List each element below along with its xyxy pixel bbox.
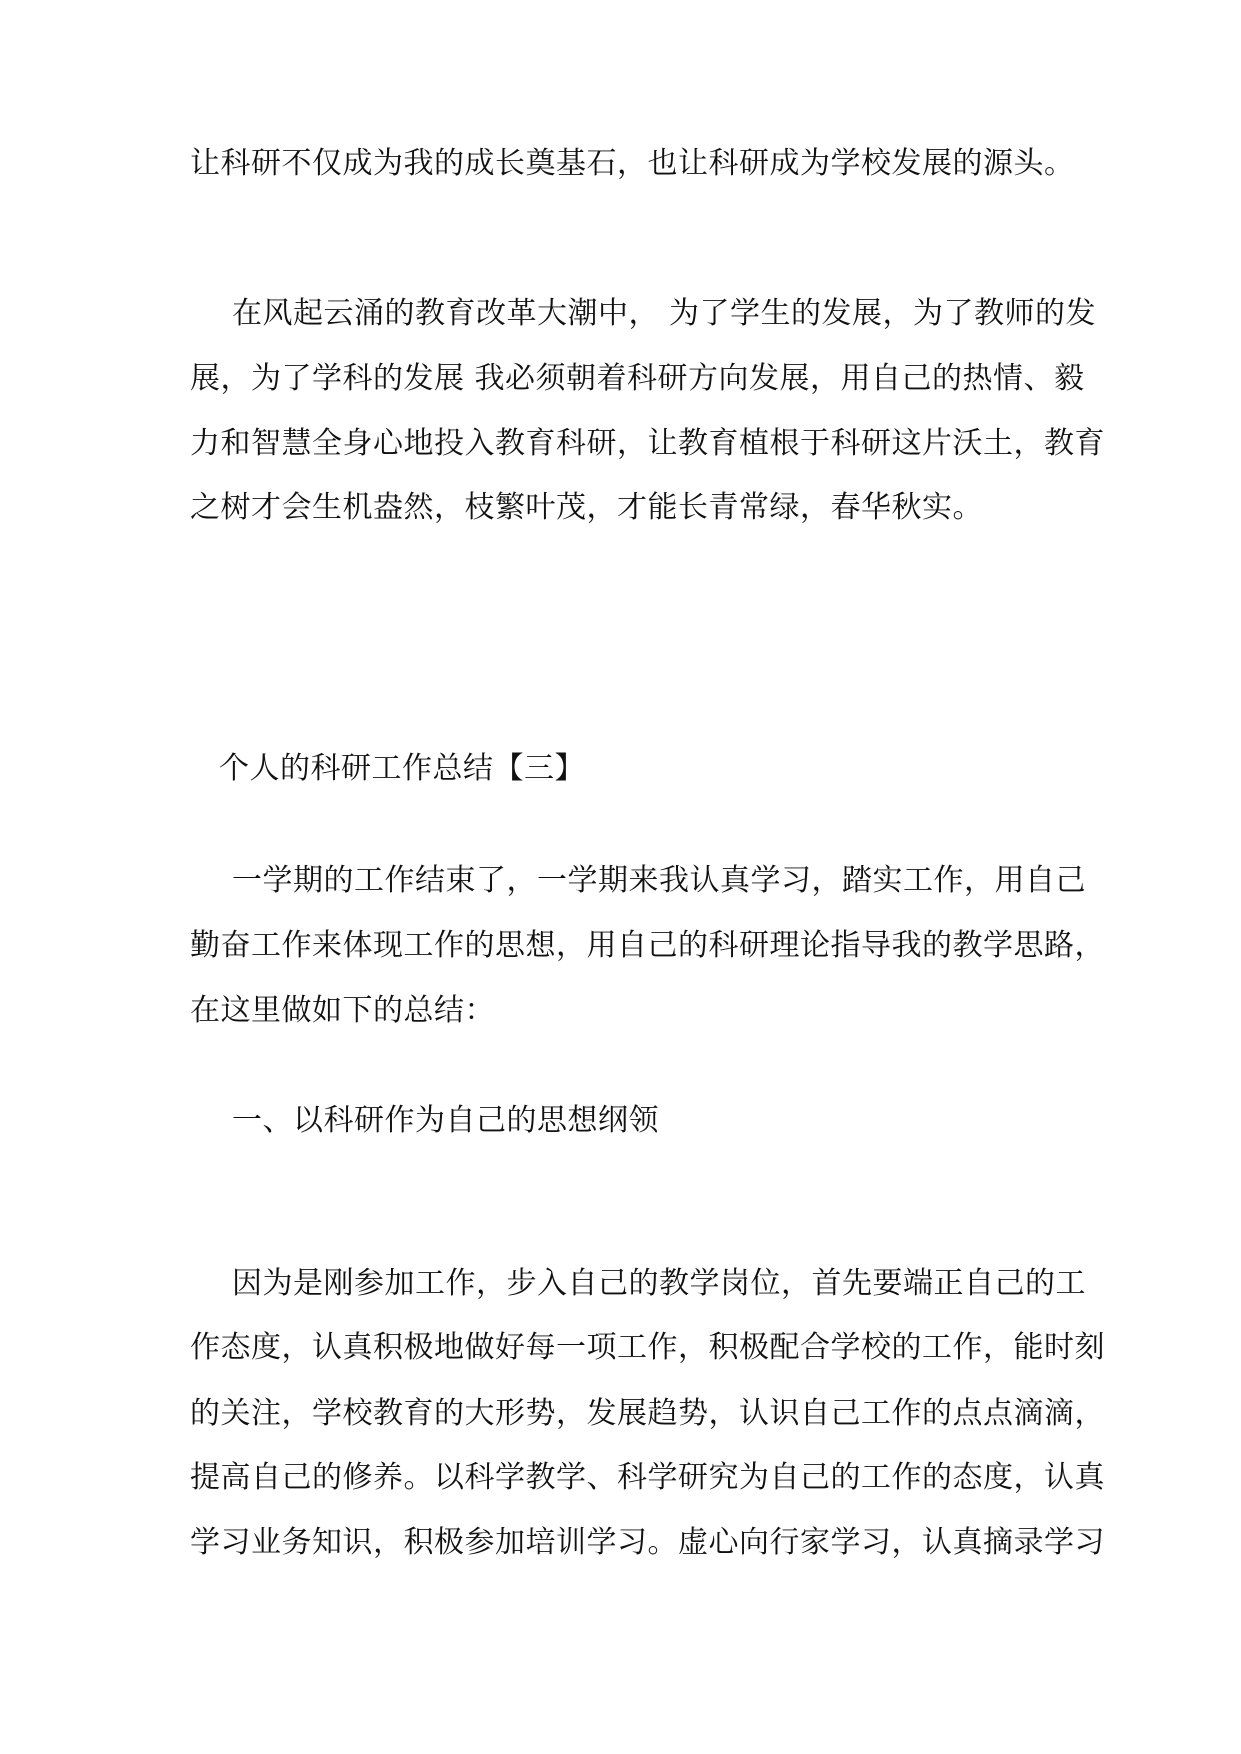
text-line: 一学期的工作结束了，一学期来我认真学习，踏实工作，用自己 <box>232 863 1086 898</box>
text-line: 展，为了学科的发展 我必须朝着科研方向发展，用自己的热情、毅 <box>190 361 1085 396</box>
text-line: 之树才会生机盎然，枝繁叶茂，才能长青常绿，春华秋实。 <box>190 490 983 525</box>
text-line: 在风起云涌的教育改革大潮中， 为了学生的发展，为了教师的发 <box>232 296 1097 331</box>
text-line: 在这里做如下的总结： <box>190 993 495 1028</box>
text-line: 作态度，认真积极地做好每一项工作，积极配合学校的工作，能时刻 <box>190 1330 1105 1365</box>
subheading: 一、以科研作为自己的思想纲领 <box>232 1103 659 1138</box>
section-title: 个人的科研工作总结【三】 <box>219 751 585 786</box>
text-line: 勤奋工作来体现工作的思想，用自己的科研理论指导我的教学思路， <box>190 928 1105 963</box>
text-line: 让科研不仅成为我的成长奠基石，也让科研成为学校发展的源头。 <box>190 146 1075 181</box>
text-line: 的关注，学校教育的大形势，发展趋势，认识自己工作的点点滴滴， <box>190 1396 1105 1431</box>
text-line: 力和智慧全身心地投入教育科研，让教育植根于科研这片沃土，教育 <box>190 426 1105 461</box>
text-line: 提高自己的修养。以科学教学、科学研究为自己的工作的态度，认真 <box>190 1460 1105 1495</box>
text-line: 因为是刚参加工作，步入自己的教学岗位，首先要端正自己的工 <box>232 1266 1086 1301</box>
text-line: 学习业务知识，积极参加培训学习。虚心向行家学习，认真摘录学习 <box>190 1525 1105 1560</box>
